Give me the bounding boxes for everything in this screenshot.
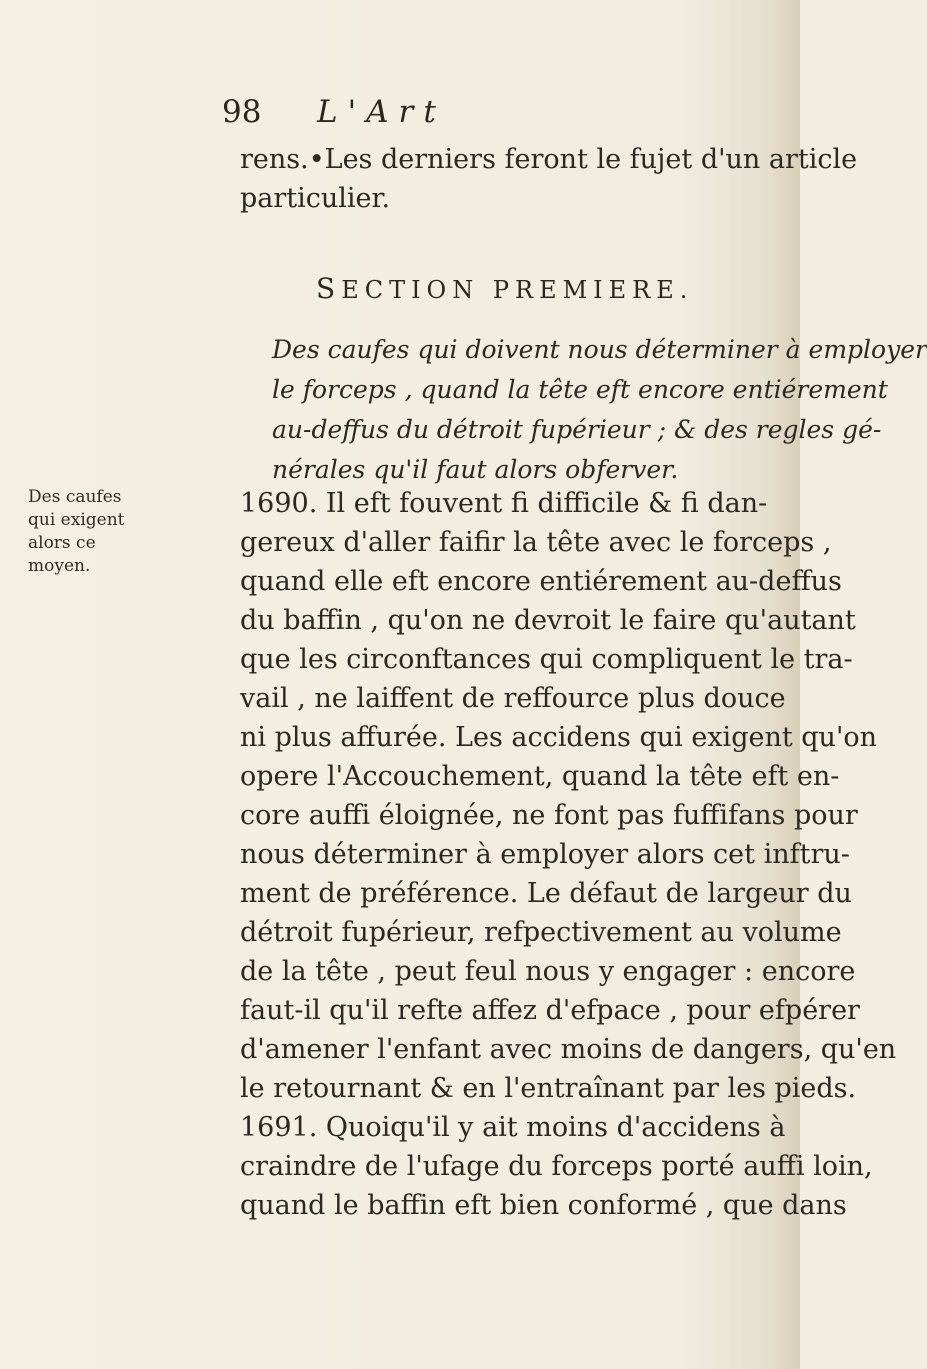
- text-line: du baffin , qu'on ne devroit le faire qu'autant: [240, 605, 856, 636]
- margin-note-line: qui exigent: [28, 510, 125, 530]
- section-heading-initial: S: [316, 272, 342, 305]
- text-line: que les circonftances qui compliquent le tra-: [240, 644, 853, 675]
- subtitle-line: le forceps , quand la tête eft encore entiérement: [272, 375, 888, 404]
- subtitle-line: au-deffus du détroit fupérieur ; & des regles gé-: [272, 415, 882, 444]
- text-line: opere l'Accouchement, quand la tête eft en-: [240, 761, 840, 792]
- text-line: core auffi éloignée, ne font pas fuffifans pour: [240, 800, 858, 831]
- margin-note: [28, 486, 128, 578]
- text-line: quand le baffin eft bien conformé , que dans: [240, 1190, 847, 1221]
- section-heading: [316, 272, 776, 305]
- subtitle-line: Des caufes qui doivent nous déterminer à employer: [272, 335, 927, 364]
- text-line: ni plus affurée. Les accidens qui exigent qu'on: [240, 722, 878, 753]
- text-line: quand elle eft encore entiérement au-deffus: [240, 566, 842, 597]
- section-heading-rest: ECTION PREMIERE.: [341, 276, 694, 304]
- text-line: nous déterminer à employer alors cet inftru-: [240, 839, 850, 870]
- text-line: particulier.: [240, 183, 391, 214]
- main-paragraph: [240, 484, 897, 1225]
- text-line: 1690. Il eft fouvent fi difficile & fi dan-: [240, 488, 768, 519]
- text-line: le retournant & en l'entraînant par les pieds.: [240, 1073, 857, 1104]
- running-title: L'Art: [317, 94, 446, 130]
- text-line: 1691. Quoiqu'il y ait moins d'accidens à: [240, 1112, 786, 1143]
- text-line: ment de préférence. Le défaut de largeur du: [240, 878, 852, 909]
- text-line: rens.•Les derniers feront le fujet d'un article: [240, 144, 858, 175]
- page-number: 98: [222, 94, 262, 130]
- margin-note-line: Des caufes: [28, 487, 122, 507]
- text-line: détroit fupérieur, refpectivement au volume: [240, 917, 842, 948]
- page-header: [222, 94, 702, 134]
- text-line: gereux d'aller faifir la tête avec le forceps ,: [240, 527, 832, 558]
- text-line: faut-il qu'il refte affez d'efpace , pour efpérer: [240, 995, 860, 1026]
- text-line: d'amener l'enfant avec moins de dangers, qu'en: [240, 1034, 897, 1065]
- text-line: craindre de l'ufage du forceps porté auffi loin,: [240, 1151, 873, 1182]
- text-line: vail , ne laiffent de reffource plus douce: [240, 683, 786, 714]
- margin-note-line: alors ce: [28, 533, 96, 553]
- margin-note-line: moyen.: [28, 556, 91, 576]
- intro-paragraph: [240, 140, 858, 218]
- text-line: de la tête , peut feul nous y engager : encore: [240, 956, 856, 987]
- subtitle-line: nérales qu'il faut alors obferver.: [272, 455, 679, 484]
- section-subtitle: [272, 330, 927, 490]
